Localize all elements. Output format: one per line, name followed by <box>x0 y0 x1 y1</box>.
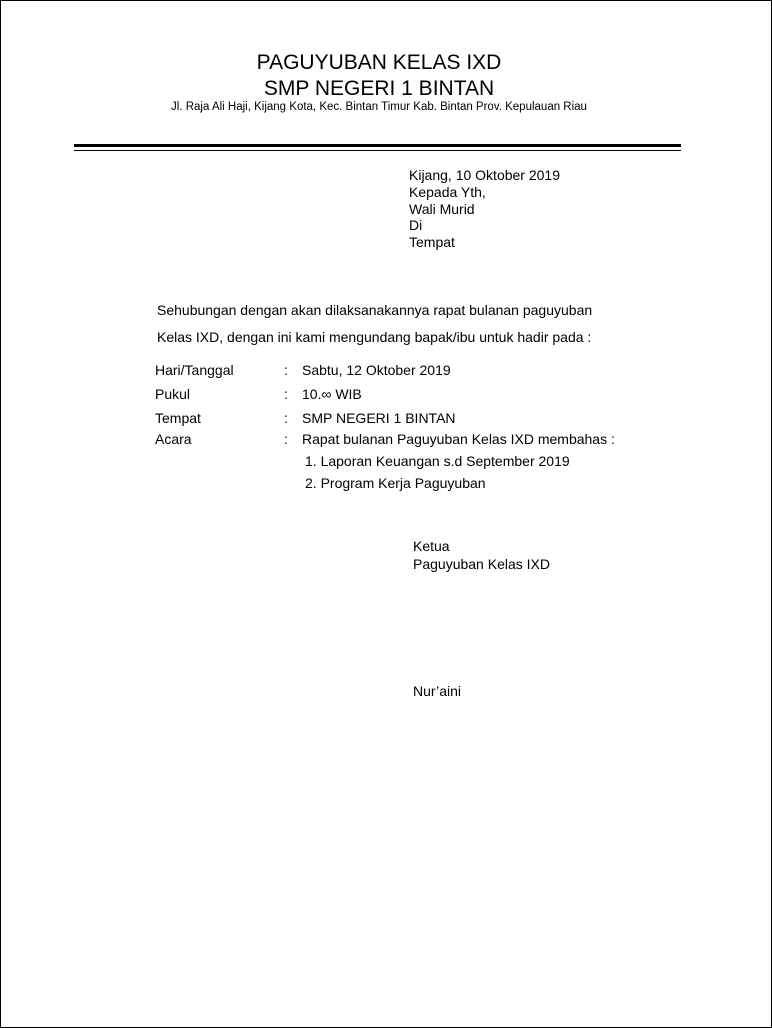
detail-value-place: SMP NEGERI 1 BINTAN <box>302 410 456 426</box>
detail-value-date: Sabtu, 12 Oktober 2019 <box>302 362 451 378</box>
agenda-item: 2. Program Kerja Paguyuban <box>305 475 486 491</box>
detail-colon: : <box>284 386 288 402</box>
signer-organization: Paguyuban Kelas IXD <box>413 555 550 572</box>
signer-title: Ketua <box>413 538 450 554</box>
detail-label-time: Pukul <box>155 386 191 402</box>
letterhead-divider-thin <box>74 150 681 151</box>
detail-colon: : <box>284 410 288 426</box>
address-line: Jl. Raja Ali Haji, Kijang Kota, Kec. Bintan Timur Kab. Bintan Prov. Kepulauan Riau <box>171 101 587 113</box>
detail-colon: : <box>284 431 288 447</box>
recipient-location: Tempat <box>409 234 455 251</box>
signature-block <box>413 538 550 573</box>
organization-title: PAGUYUBAN KELAS IXD <box>256 51 502 74</box>
detail-label-place: Tempat <box>155 410 201 426</box>
intro-paragraph-line-2: Kelas IXD, dengan ini kami mengundang bapak/ibu untuk hadir pada : <box>157 329 592 345</box>
place-date: Kijang, 10 Oktober 2019 <box>409 167 560 183</box>
agenda-item: 1. Laporan Keuangan s.d September 2019 <box>305 453 570 469</box>
recipient-di: Di <box>409 217 423 234</box>
recipient-block <box>409 167 560 251</box>
recipient-name: Wali Murid <box>409 200 475 217</box>
detail-value-agenda: Rapat bulanan Paguyuban Kelas IXD membahas : <box>302 431 615 447</box>
letterhead-divider-thick <box>74 144 681 147</box>
detail-label-date: Hari/Tanggal <box>155 362 234 378</box>
school-title: SMP NEGERI 1 BINTAN <box>263 77 495 100</box>
signer-name: Nur’aini <box>413 683 461 699</box>
detail-label-agenda: Acara <box>155 431 192 447</box>
salutation: Kepada Yth, <box>409 183 486 200</box>
intro-paragraph-line-1: Sehubungan dengan akan dilaksanakannya rapat bulanan paguyuban <box>157 302 593 318</box>
detail-colon: : <box>284 362 288 378</box>
detail-value-time: 10.∞ WIB <box>302 386 362 402</box>
